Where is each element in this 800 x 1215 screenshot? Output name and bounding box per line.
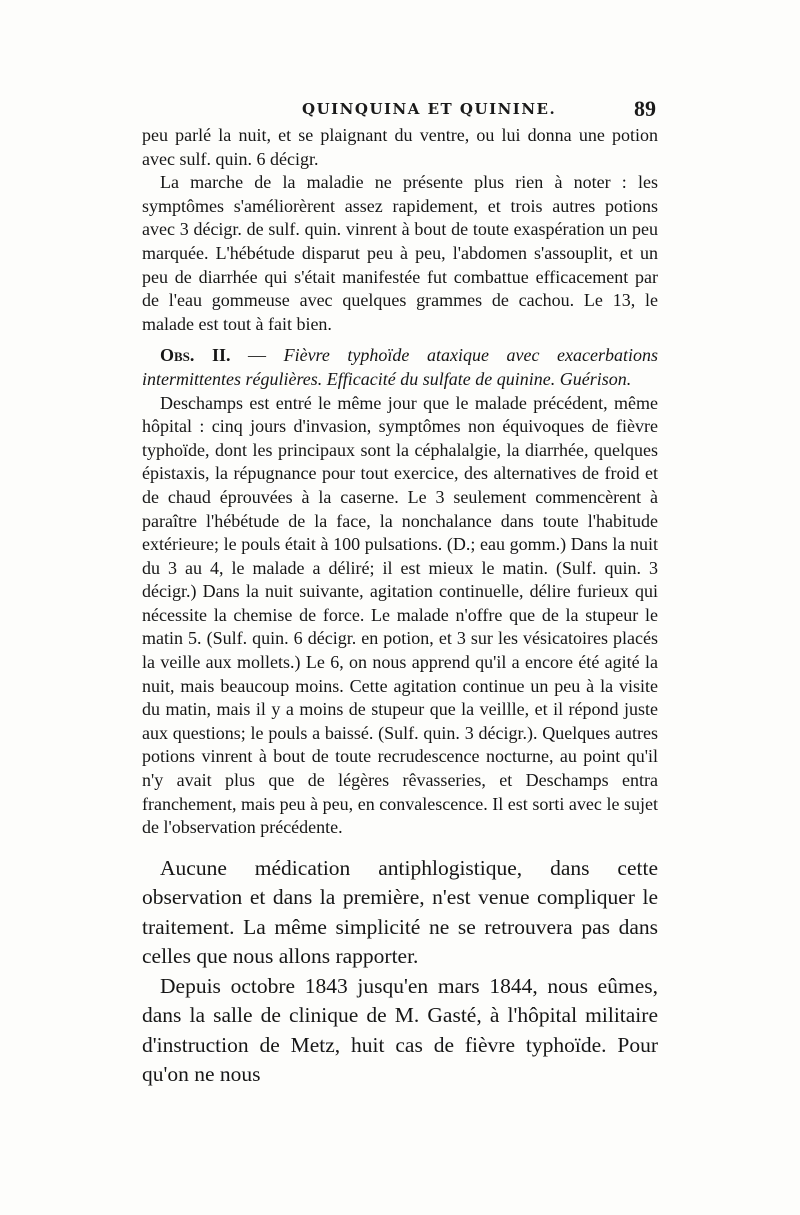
- page-number: 89: [634, 96, 656, 121]
- paragraph-metz-cases: Depuis octobre 1843 jusqu'en mars 1844, nous eûmes, dans la salle de clinique de M. Gasté, à l'hôpital militaire d'instruction de Metz, huit cas de fièvre typhoïde. Pour qu'on ne nous: [142, 973, 658, 1087]
- observation-title: Fièvre typhoïde ataxique avec exacerbations intermittentes régulières. Efficacité du sulfate de quinine. Guérison.: [142, 345, 658, 389]
- body-text: [142, 124, 658, 1090]
- running-title: QUINQUINA ET QUININE.: [302, 100, 557, 118]
- paragraph-continuation: peu parlé la nuit, et se plaignant du ventre, ou lui donna une potion avec sulf. quin. 6 décigr.: [142, 125, 658, 169]
- paragraph-case-deschamps: Deschamps est entré le même jour que le malade précédent, même hôpital : cinq jours d'invasion, symptômes non équivoques de fièvre typhoïde, dont les principaux sont la céphalalgie, la diarrhée, quelques épistaxis, la répugnance pour tout exercice, des alternatives de froid et de chaud éprouvées à la caserne. Le 3 seulement commencèrent à paraître l'hébétude de la face, la nonchalance dans toute l'habitude extérieure; le pouls était à 100 pulsations. (D.; eau gomm.) Dans la nuit du 3 au 4, le malade a déliré; il est mieux le matin. (Sulf. quin. 3 décigr.) Dans la nuit suivante, agitation continuelle, délire furieux qui nécessite la chemise de force. Le malade n'offre que de la stupeur le matin 5. (Sulf. quin. 6 décigr. en potion, et 3 sur les vésicatoires placés la veille aux mollets.) Le 6, on nous apprend qu'il a encore été agité la nuit, mais beaucoup moins. Cette agitation continue un peu à la visite du matin, mais il y a moins de stupeur que la veillle, et il répond juste aux questions; le pouls a baissé. (Sulf. quin. 3 décigr.). Quelques autres potions vinrent à bout de toute recrudescence nocturne, au point qu'il n'y avait plus que de légères rêvasseries, et Deschamps entra franchement, mais peu à peu, en convalescence. Il est sorti avec le sujet de l'observation précédente.: [142, 392, 658, 838]
- observation-dash: —: [230, 345, 284, 366]
- paragraph-course-of-illness: La marche de la maladie ne présente plus rien à noter : les symptômes s'améliorèrent assez rapidement, et trois autres potions avec 3 décigr. de sulf. quin. vinrent à bout de toute exaspération un peu marquée. L'hébétude disparut peu à peu, l'abdomen s'assouplit, et un peu de diarrhée qui s'était manifestée fut combattue efficacement par de l'eau gommeuse avec quelques grammes de cachou. Le 13, le malade est tout à fait bien.: [142, 172, 658, 334]
- observation-label: Obs. II.: [160, 345, 231, 366]
- observation-heading: [142, 344, 658, 391]
- paragraph-commentary: Aucune médication antiphlogistique, dans cette observation et dans la première, n'est venue compliquer le traitement. La même simplicité ne se retrouvera pas dans celles que nous allons rapporter.: [142, 855, 658, 969]
- page-header: [142, 96, 658, 126]
